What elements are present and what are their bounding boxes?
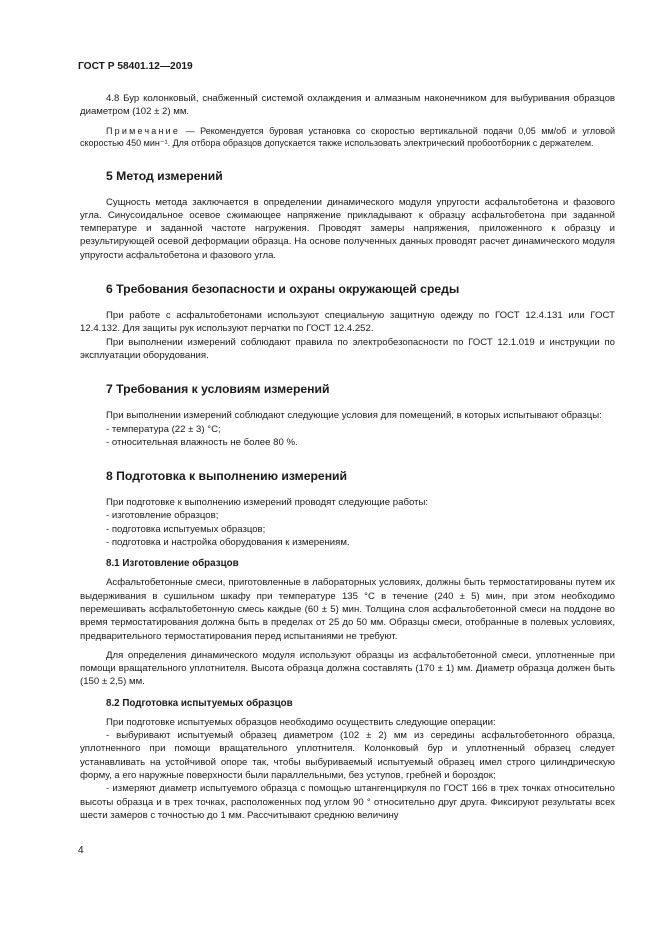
document-body <box>80 92 615 822</box>
section-6-title: 6 Требования безопасности и охраны окружающей среды <box>106 282 460 297</box>
list-item: - изготовление образцов; <box>106 510 219 522</box>
section-7-intro: При выполнении измерений соблюдают следующие условия для помещений, в которых испытывают образцы: <box>106 410 602 422</box>
section-8-1-paragraph: Для определения динамического модуля используют образцы из асфальтобетонной смеси, уплотненные при помощи вращательного уплотнителя. Высота образца должна составлять (170 ± 1) мм. Диаметр образца должен быть (150 ± 2,5) мм. <box>80 649 615 688</box>
clause-4-8: 4.8 Бур колонковый, снабженный системой охлаждения и алмазным наконечником для выбуривания образцов диаметром (102 ± 2) мм. <box>80 93 615 118</box>
section-8-2-paragraph: - выбуривают испытуемый образец диаметром (102 ± 2) мм из середины асфальтобетонного образца, уплотненного при помощи вращательного уплотнителя. Колонковый бур и уплотненный образец следует устанавливать на устойчивой опоре так, чтобы выбуриваемый испытуемый образец имел строго цилиндрическую форму, а его наружные поверхности были параллельными, без уступов, гребней и бороздок; <box>80 730 615 781</box>
section-8-title: 8 Подготовка к выполнению измерений <box>106 469 348 484</box>
section-8-1-paragraph: Асфальтобетонные смеси, приготовленные в лабораторных условиях, должны быть термостатированы путем их выдерживания в сушильном шкафу при температуре 135 °С в течение (240 ± 5) мин, при этом необходимо перемешивать асфальтобетонную смесь каждые (60 ± 5) мин. Толщина слоя асфальтобетонной смеси на поддоне во время термостатирования должна быть в пределах от 25 до 50 мм. Образцы смеси, отобранные в полевых условиях, предварительного термостатирования перед испытаниями не требуют. <box>80 577 615 642</box>
list-item: - температура (22 ± 3) °С; <box>106 423 221 435</box>
note-text: — Рекомендуется буровая установка со скоростью вертикальной подачи 0,05 мм/об и угловой скоростью 450 мин⁻¹. Для отбора образцов допускается также использовать электрический пробоотборник с держателем. <box>80 125 615 148</box>
section-8-2-paragraph: При подготовке испытуемых образцов необходимо осуществить следующие операции: <box>106 716 496 728</box>
section-5-text: Сущность метода заключается в определении динамического модуля упругости асфальтобетона и фазового угла. Синусоидальное осевое сжимающее напряжение прикладывают к образцу асфальтобетона при заданной температуре и заданной частоте нагружения. Проводят замеры напряжения, приложенного к образцу и результирующей осевой деформации образца. На основе полученных данных проводят расчет динамического модуля упругости асфальтобетона и фазового угла. <box>80 196 615 261</box>
list-item: - относительная влажность не более 80 %. <box>106 436 298 448</box>
section-6-paragraph: При работе с асфальтобетонами используют специальную защитную одежду по ГОСТ 12.4.131 или ГОСТ 12.4.132. Для защиты рук используют перчатки по ГОСТ 12.4.252. <box>80 310 615 335</box>
list-item: - подготовка и настройка оборудования к измерениям. <box>106 537 350 549</box>
section-6-paragraph: При выполнении измерений соблюдают правила по электробезопасности по ГОСТ 12.1.019 и инструкции по эксплуатации оборудования. <box>80 336 615 361</box>
note-4-8 <box>80 125 615 149</box>
page-number: 4 <box>78 845 84 856</box>
section-8-2-title: 8.2 Подготовка испытуемых образцов <box>106 697 293 709</box>
section-7-title: 7 Требования к условиям измерений <box>106 382 330 397</box>
note-label: Примечание <box>106 125 181 136</box>
section-8-1-title: 8.1 Изготовление образцов <box>106 558 239 570</box>
section-8-2-paragraph: - измеряют диаметр испытуемого образца с помощью штангенциркуля по ГОСТ 166 в трех точках относительно высоты образца и в трех точках, расположенных под углом 90 ° относительно друг друга. Фиксируют результаты всех шести замеров с точностью до 1 мм. Рассчитывают среднюю величину <box>80 783 615 821</box>
list-item: - подготовка испытуемых образцов; <box>106 523 266 535</box>
section-5-title: 5 Метод измерений <box>106 168 223 183</box>
section-8-intro: При подготовке к выполнению измерений проводят следующие работы: <box>106 497 429 509</box>
document-header: ГОСТ Р 58401.12—2019 <box>78 61 193 72</box>
